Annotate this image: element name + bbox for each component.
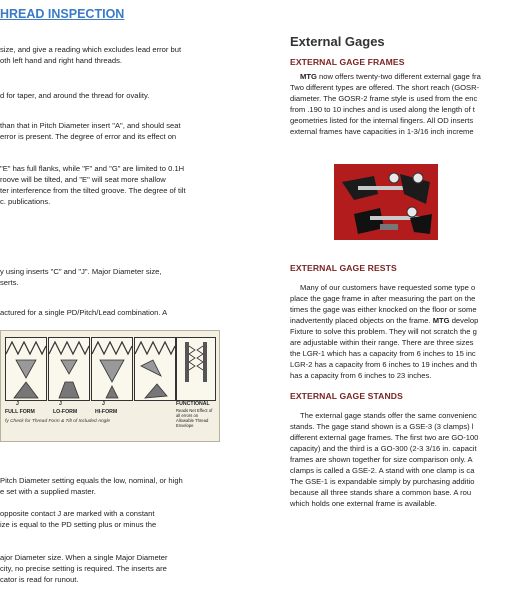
body-line: inadvertently placed objects on the frame. MTG develop: [290, 316, 479, 325]
full-form-insert-icon: [6, 338, 46, 400]
functional-note: Reads Net Effect of all errors on Allowable Thread Envelope: [176, 408, 213, 428]
body-line: the LGR-1 which has a capacity from 6 inches to 15 inc: [290, 349, 476, 358]
thread-inspection-heading: HREAD INSPECTION: [0, 7, 125, 21]
body-line: external frames have capacities in 1-3/16 inch increme: [290, 127, 474, 136]
body-line: error is present. The degree of error and its effect on: [0, 132, 177, 141]
insert-label: J: [16, 401, 19, 407]
body-line: which holds one external frame is available.: [290, 499, 437, 508]
mtg-brand: MTG: [432, 316, 450, 325]
body-line: e set with a supplied master.: [0, 487, 96, 496]
body-line: place the gage frame in after measuring the part on the: [290, 294, 476, 303]
body-line: ize is equal to the PD setting plus or minus the: [0, 520, 157, 529]
body-line: has a capacity from 6 inches to 23 inches.: [290, 371, 432, 380]
tilt-insert-icon: [135, 338, 175, 400]
functional-gage-icon: [177, 338, 215, 400]
body-line: "E" has full flanks, while "F" and "G" are limited to 0.1H: [0, 164, 185, 173]
body-line: size, and give a reading which excludes lead error but: [0, 45, 182, 54]
body-line: from .190 to 10 inches and is used along the length of t: [290, 105, 475, 114]
body-line: LGR-2 has a capacity from 6 inches to 19 inches and th: [290, 360, 477, 369]
body-line: y using inserts "C" and "J". Major Diameter size,: [0, 267, 162, 276]
hi-form-insert-icon: [92, 338, 132, 400]
body-line: clamps is called a GSE-2. A stand with one clamp is ca: [290, 466, 475, 475]
external-gage-stands-heading: EXTERNAL GAGE STANDS: [290, 391, 403, 401]
body-line: city, no precise setting is required. The inserts are: [0, 564, 167, 573]
body-line: Many of our customers have requested some type o: [300, 283, 476, 292]
body-line: ter interference from the tilted groove. The degree of tilt: [0, 186, 186, 195]
full-form-pane: [5, 337, 47, 401]
body-line: The GSE-1 is expandable simply by purchasing additio: [290, 477, 475, 486]
body-line: Fixture to solve this problem. They will not scratch the g: [290, 327, 477, 336]
external-gages-title: External Gages: [290, 34, 385, 49]
body-line: serts.: [0, 278, 19, 287]
body-line: opposite contact J are marked with a constant: [0, 509, 155, 518]
hi-form-pane: [91, 337, 133, 401]
body-line: d for taper, and around the thread for ovality.: [0, 91, 150, 100]
body-line: MTG now offers twenty-two different external gage fra: [300, 72, 481, 81]
body-line: c. publications.: [0, 197, 51, 206]
tilt-pane: [134, 337, 176, 401]
hi-form-label: HI-FORM: [95, 409, 118, 415]
body-line: The external gage stands offer the same convenienc: [300, 411, 477, 420]
body-line: than that in Pitch Diameter insert "A", and should seat: [0, 121, 181, 130]
body-line: different external gage frames. The first two are GO-100: [290, 433, 479, 442]
body-line: Two different types are offered. The short reach (GOSR-: [290, 83, 480, 92]
body-line: times the gage was either knocked on the floor or some: [290, 305, 477, 314]
body-line: frames are shown together for size comparison only. A: [290, 455, 473, 464]
lo-form-insert-icon: [49, 338, 89, 400]
lo-form-label: LO-FORM: [53, 409, 78, 415]
body-line: capacity) and the third is a GO-300 (2-3 3/16 in. capacit: [290, 444, 477, 453]
gage-frames-image: [334, 164, 438, 240]
body-line: roove will be tilted, and "E" will seat more shallow: [0, 175, 166, 184]
body-line: ajor Diameter size. When a single Major Diameter: [0, 553, 168, 562]
figure-caption: fy Check for Thread Form & Tilt of Included Angle: [5, 419, 111, 424]
functional-label: FUNCTIONAL: [176, 401, 210, 407]
insert-label: J: [102, 401, 105, 407]
insert-label: J: [59, 401, 62, 407]
external-gage-photo: [334, 164, 438, 240]
thread-form-figure: [0, 330, 220, 442]
external-gage-rests-heading: EXTERNAL GAGE RESTS: [290, 263, 397, 273]
body-line: stands. The gage stand shown is a GSE-3 (3 clamps) l: [290, 422, 474, 431]
mtg-brand: MTG: [300, 72, 317, 81]
lo-form-pane: [48, 337, 90, 401]
functional-pane: [176, 337, 216, 401]
body-line: actured for a single PD/Pitch/Lead combination. A: [0, 308, 168, 317]
body-line: oth left hand and right hand threads.: [0, 56, 123, 65]
body-line: because all three stands share a common base. A rou: [290, 488, 472, 497]
body-line: Pitch Diameter setting equals the low, nominal, or high: [0, 476, 183, 485]
external-gage-frames-heading: EXTERNAL GAGE FRAMES: [290, 57, 405, 67]
full-form-label: FULL FORM: [5, 409, 35, 415]
body-line: cator is read for runout.: [0, 575, 79, 584]
body-line: diameter. The GOSR-2 frame style is used from the enc: [290, 94, 478, 103]
body-line: are adjustable within their range. There are three sizes: [290, 338, 474, 347]
body-line: geometries listed for the internal fingers. All OD inserts: [290, 116, 474, 125]
